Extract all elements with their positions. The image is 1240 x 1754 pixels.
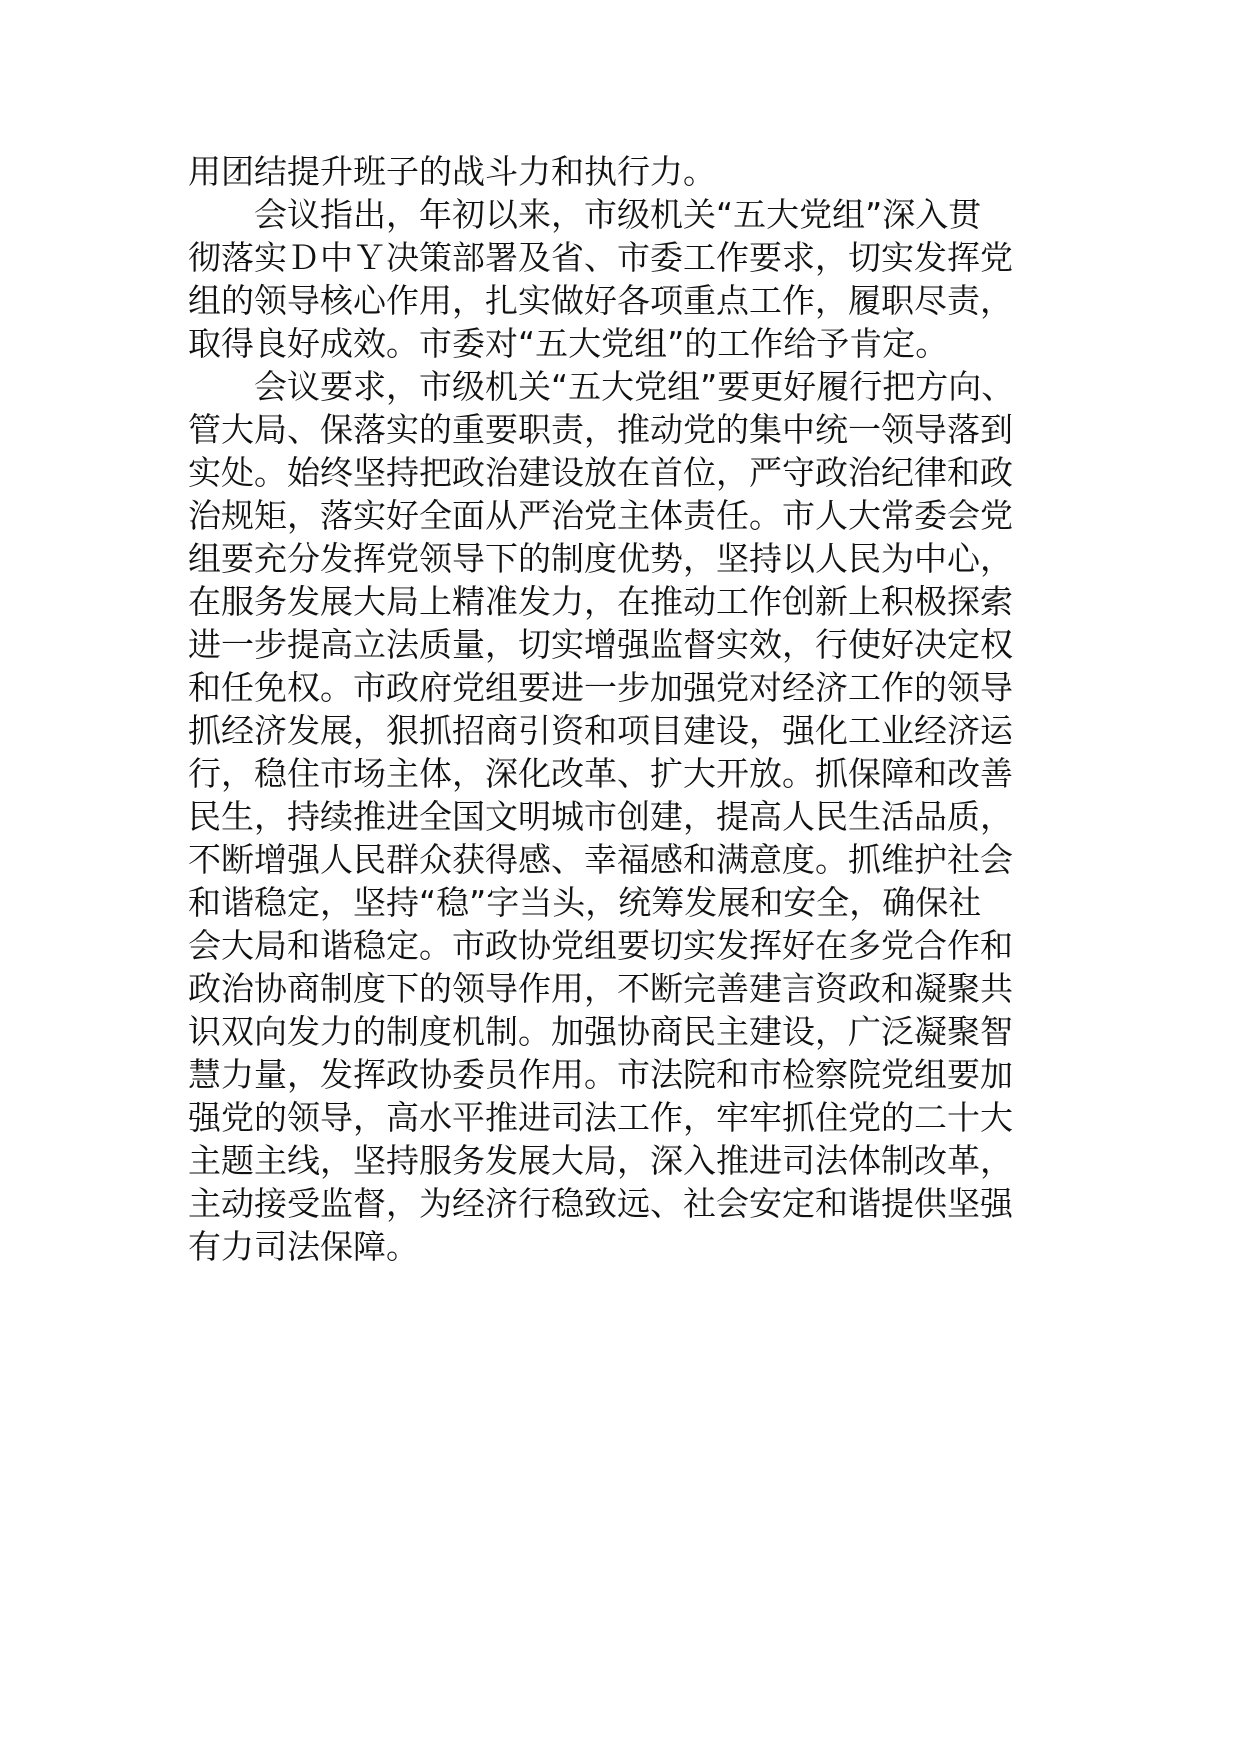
text-line: 用团结提升班子的战斗力和执行力。 [188,152,716,191]
text-line: 政治协商制度下的领导作用，不断完善建言资政和凝聚共 [188,969,1013,1008]
text-line: 会大局和谐稳定。市政协党组要切实发挥好在多党合作和 [188,926,1013,965]
text-line: 强党的领导，高水平推进司法工作，牢牢抓住党的二十大 [188,1098,1013,1137]
text-line: 实处。始终坚持把政治建设放在首位，严守政治纪律和政 [188,453,1013,492]
text-line: 和任免权。市政府党组要进一步加强党对经济工作的领导 [188,668,1013,707]
text-line: 抓经济发展，狠抓招商引资和项目建设，强化工业经济运 [188,711,1013,750]
paragraph-first-line: 会议要求，市级机关“五大党组”要更好履行把方向、 [254,367,1015,406]
text-line: 和谐稳定，坚持“稳”字当头，统筹发展和安全，确保社 [188,883,982,922]
text-line: 有力司法保障。 [188,1227,419,1266]
text-line: 进一步提高立法质量，切实增强监督实效，行使好决定权 [188,625,1013,664]
text-line: 组要充分发挥党领导下的制度优势，坚持以人民为中心， [188,539,1013,578]
text-line: 民生，持续推进全国文明城市创建，提高人民生活品质， [188,797,1013,836]
text-line: 不断增强人民群众获得感、幸福感和满意度。抓维护社会 [188,840,1013,879]
text-line: 识双向发力的制度机制。加强协商民主建设，广泛凝聚智 [188,1012,1013,1051]
text-line: 治规矩，落实好全面从严治党主体责任。市人大常委会党 [188,496,1013,535]
text-line: 主题主线，坚持服务发展大局，深入推进司法体制改革， [188,1141,1013,1180]
text-line: 慧力量，发挥政协委员作用。市法院和市检察院党组要加 [188,1055,1013,1094]
text-line: 组的领导核心作用，扎实做好各项重点工作，履职尽责， [188,281,1013,320]
text-line: 管大局、保落实的重要职责，推动党的集中统一领导落到 [188,410,1013,449]
text-line: 行，稳住市场主体，深化改革、扩大开放。抓保障和改善 [188,754,1013,793]
paragraph-first-line: 会议指出，年初以来，市级机关“五大党组”深入贯 [254,195,982,234]
text-line: 取得良好成效。市委对“五大党组”的工作给予肯定。 [188,324,949,363]
text-line: 在服务发展大局上精准发力，在推动工作创新上积极探索 [188,582,1013,621]
text-line: 彻落实Ｄ中Ｙ决策部署及省、市委工作要求，切实发挥党 [188,238,1013,277]
text-line: 主动接受监督，为经济行稳致远、社会安定和谐提供坚强 [188,1184,1013,1223]
document-body [188,150,1088,1268]
